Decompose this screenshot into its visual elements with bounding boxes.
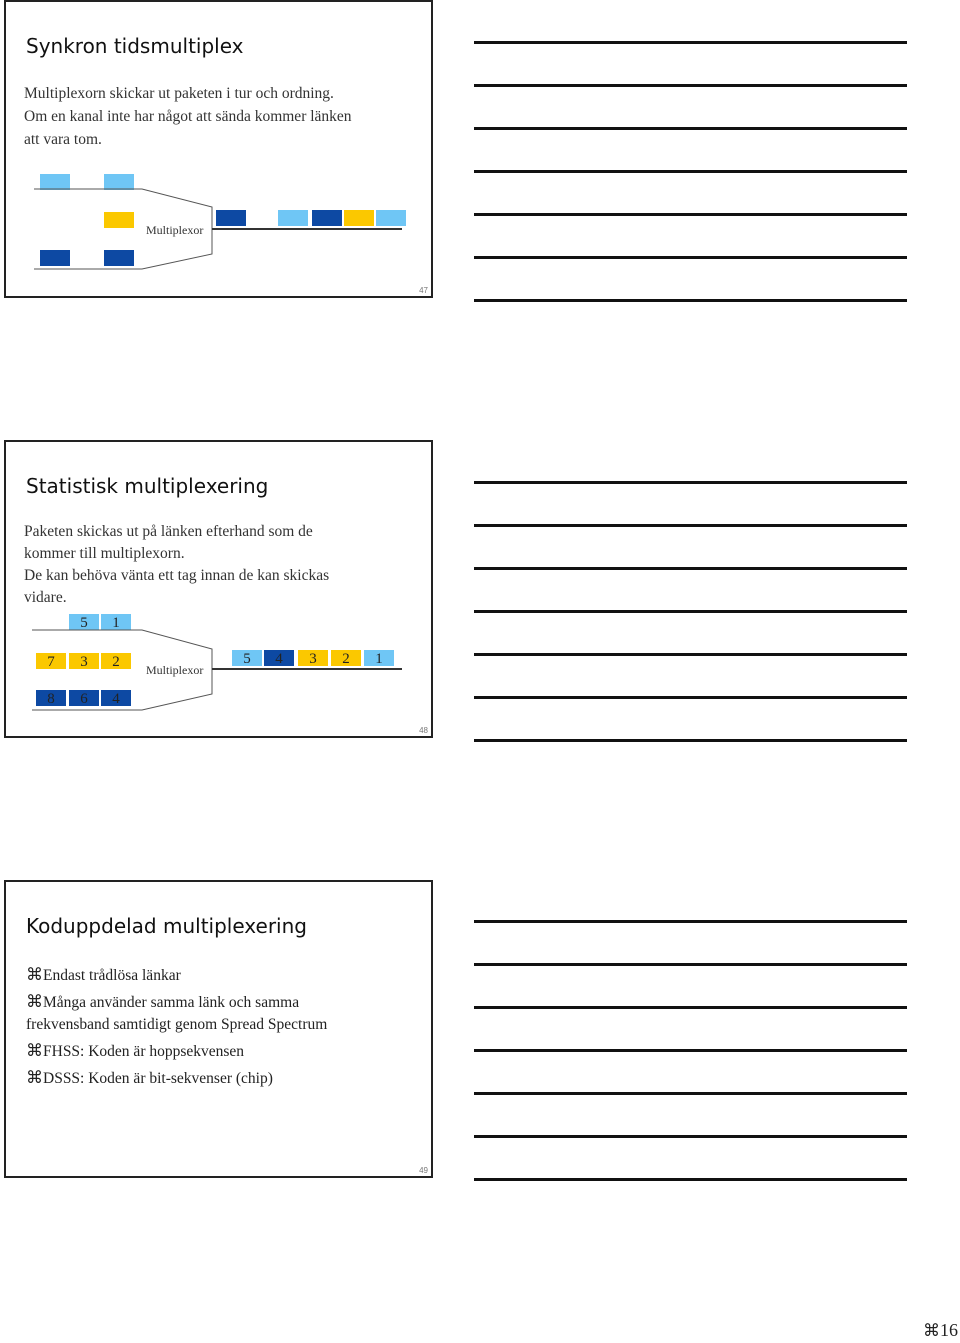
- packet: [344, 210, 374, 226]
- packet: [376, 210, 406, 226]
- packet-number: 5: [80, 615, 88, 631]
- slide-49: [4, 880, 433, 1178]
- multiplexor-label: Multiplexor: [146, 223, 204, 237]
- slide-number: 49: [419, 1166, 428, 1175]
- bullet-text: frekvensband samtidigt genom Spread Spectrum: [26, 1016, 328, 1033]
- list-item: [26, 1067, 327, 1090]
- multiplexor-shape: [6, 442, 435, 740]
- command-key-icon: ⌘: [26, 992, 43, 1012]
- packet-number: 2: [342, 651, 350, 667]
- slide-title: Synkron tidsmultiplex: [26, 34, 244, 58]
- multiplexor-shape: [6, 2, 435, 300]
- bullet-text: Endast trådlösa länkar: [43, 967, 181, 984]
- slide-number: 47: [419, 286, 428, 295]
- slide-47: [4, 0, 433, 298]
- bullet-text: FHSS: Koden är hoppsekvensen: [43, 1043, 245, 1060]
- packet-number: 6: [80, 691, 88, 707]
- text-line: vidare.: [24, 589, 67, 606]
- command-key-icon: ⌘: [26, 1041, 43, 1061]
- packet-number: 1: [375, 651, 383, 667]
- packet-number: 4: [112, 691, 120, 707]
- page-number: ⌘16: [923, 1320, 958, 1341]
- packet: [312, 210, 342, 226]
- list-item: [26, 991, 327, 1036]
- list-item: [26, 964, 327, 987]
- packet-number: 2: [112, 654, 120, 670]
- bullet-text: DSSS: Koden är bit-sekvenser (chip): [43, 1070, 273, 1087]
- list-item: [26, 1040, 327, 1063]
- packet: [278, 210, 308, 226]
- packet-number: 1: [112, 615, 120, 631]
- slide-title: Koduppdelad multiplexering: [26, 914, 307, 938]
- slide-number: 48: [419, 726, 428, 735]
- bullet-text: Många använder samma länk och samma: [43, 994, 300, 1011]
- packet-number: 8: [47, 691, 55, 707]
- text-line: Multiplexorn skickar ut paketen i tur och ordning.: [24, 85, 334, 102]
- notes-lines-49: [474, 920, 907, 1221]
- packet-number: 4: [275, 651, 283, 667]
- bullet-list: [26, 964, 327, 1090]
- text-line: De kan behöva vänta ett tag innan de kan skickas: [24, 567, 330, 584]
- text-line: Paketen skickas ut på länken efterhand som de: [24, 523, 313, 540]
- slide-48: [4, 440, 433, 738]
- text-line: Om en kanal inte har något att sända kommer länken: [24, 108, 352, 125]
- command-key-icon: ⌘: [26, 965, 43, 985]
- command-key-icon: ⌘: [923, 1321, 940, 1341]
- text-line: kommer till multiplexorn.: [24, 545, 185, 562]
- packet: [216, 210, 246, 226]
- notes-lines-47: [474, 41, 907, 342]
- packet-number: 3: [80, 654, 88, 670]
- multiplexor-label: Multiplexor: [146, 663, 204, 677]
- packet-number: 3: [309, 651, 317, 667]
- text-line: att vara tom.: [24, 131, 102, 148]
- notes-lines-48: [474, 481, 907, 782]
- command-key-icon: ⌘: [26, 1068, 43, 1088]
- packet-number: 7: [47, 654, 55, 670]
- packet-number: 5: [243, 651, 251, 667]
- slide-title: Statistisk multiplexering: [26, 474, 269, 498]
